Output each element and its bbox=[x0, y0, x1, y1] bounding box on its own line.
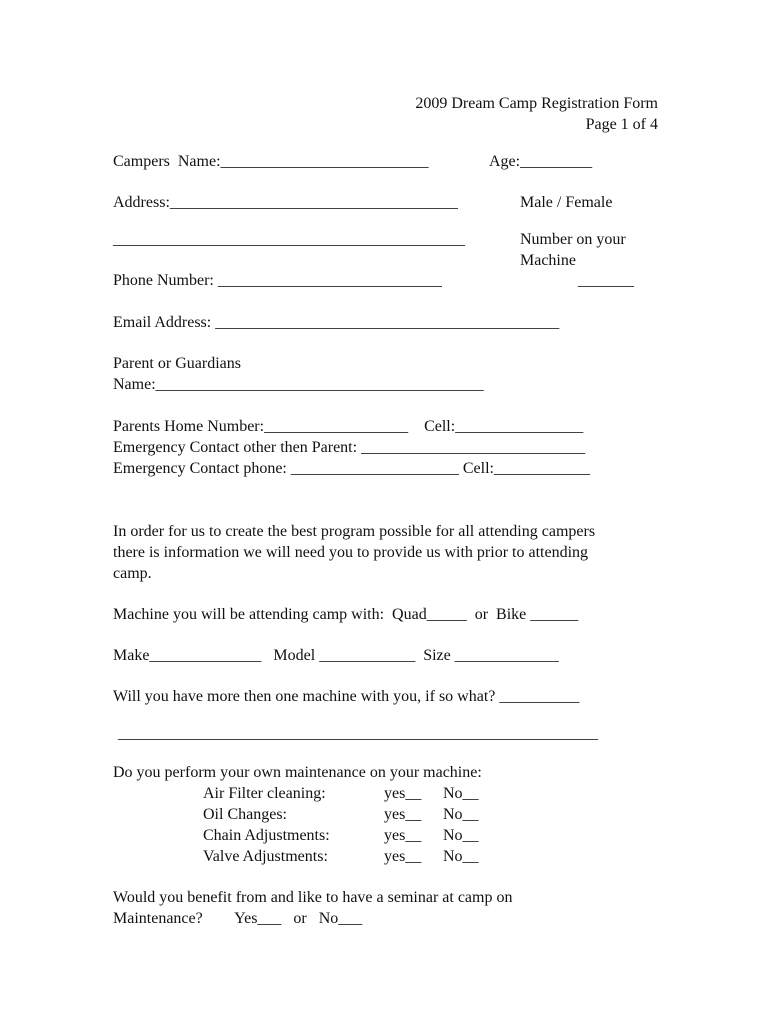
maintenance-yes-option[interactable]: yes__ bbox=[384, 827, 422, 844]
more-machines-field[interactable]: Will you have more then one machine with you, if so what? __________ bbox=[113, 688, 580, 705]
page-number: Page 1 of 4 bbox=[585, 116, 658, 133]
maintenance-yes-option[interactable]: yes__ bbox=[384, 785, 422, 802]
machine-number-label-2: Machine bbox=[520, 252, 576, 269]
age-field[interactable]: Age:_________ bbox=[489, 153, 593, 170]
phone-field[interactable]: Phone Number: ____________________________ bbox=[113, 272, 442, 289]
maintenance-question: Do you perform your own maintenance on your machine: bbox=[113, 764, 482, 781]
address-field[interactable]: Address:____________________________________ bbox=[113, 194, 458, 211]
machine-type-field[interactable]: Machine you will be attending camp with: Quad_____ or Bike ______ bbox=[113, 606, 579, 623]
form-title: 2009 Dream Camp Registration Form bbox=[415, 95, 658, 112]
maintenance-no-option[interactable]: No__ bbox=[443, 848, 479, 865]
machine-number-field[interactable]: _______ bbox=[578, 272, 634, 289]
make-model-size-field[interactable]: Make______________ Model ____________ Size _____________ bbox=[113, 647, 559, 664]
parent-name-field[interactable]: Name:_________________________________________ bbox=[113, 376, 484, 393]
intro-text-1: In order for us to create the best program possible for all attending campers bbox=[113, 523, 596, 540]
maintenance-no-option[interactable]: No__ bbox=[443, 827, 479, 844]
parent-label: Parent or Guardians bbox=[113, 355, 241, 372]
maintenance-item-label: Oil Changes: bbox=[203, 806, 287, 823]
email-field[interactable]: Email Address: ___________________________________________ bbox=[113, 314, 560, 331]
maintenance-item-label: Air Filter cleaning: bbox=[203, 785, 326, 802]
campers-name-field[interactable]: Campers Name:__________________________ bbox=[113, 153, 429, 170]
machine-number-label: Number on your bbox=[520, 231, 626, 248]
gender-field[interactable]: Male / Female bbox=[520, 194, 613, 211]
seminar-question: Would you benefit from and like to have a seminar at camp on bbox=[113, 889, 513, 906]
seminar-answer-field[interactable]: Maintenance? Yes___ or No___ bbox=[113, 910, 363, 927]
address-line2-field[interactable]: ____________________________________________ bbox=[113, 231, 465, 248]
maintenance-item-label: Valve Adjustments: bbox=[203, 848, 328, 865]
maintenance-yes-option[interactable]: yes__ bbox=[384, 848, 422, 865]
emergency-contact-field[interactable]: Emergency Contact other then Parent: ____________________________ bbox=[113, 439, 586, 456]
more-machines-line[interactable]: ____________________________________________________________ bbox=[118, 725, 598, 742]
intro-text-2: there is information we will need you to provide us with prior to attending bbox=[113, 544, 589, 561]
maintenance-item-label: Chain Adjustments: bbox=[203, 827, 330, 844]
maintenance-yes-option[interactable]: yes__ bbox=[384, 806, 422, 823]
maintenance-no-option[interactable]: No__ bbox=[443, 785, 479, 802]
parents-home-field[interactable]: Parents Home Number:__________________ Cell:________________ bbox=[113, 418, 584, 435]
intro-text-3: camp. bbox=[113, 565, 152, 582]
emergency-phone-field[interactable]: Emergency Contact phone: _____________________ Cell:____________ bbox=[113, 460, 590, 477]
maintenance-no-option[interactable]: No__ bbox=[443, 806, 479, 823]
